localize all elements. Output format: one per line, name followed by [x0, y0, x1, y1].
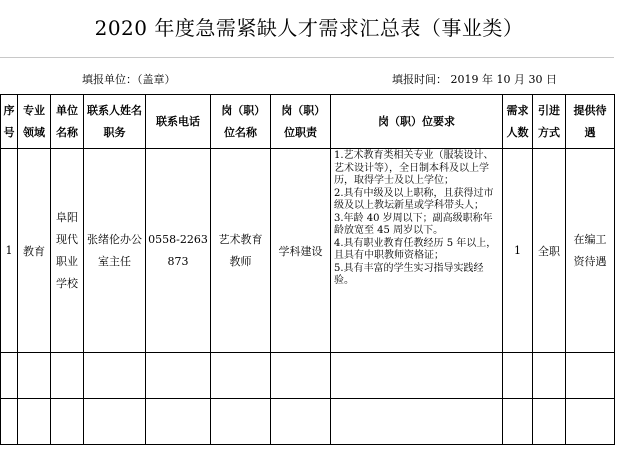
requirement-item: 3.年龄 40 岁周以下；副高级职称年龄放宽至 45 周岁以下。 [334, 212, 493, 236]
header-phone: 联系电话 [146, 95, 211, 149]
cell-duty: 学科建设 [271, 149, 331, 353]
cell-unit: 阜阳现代职业学校 [51, 149, 84, 353]
cell-phone: 0558-2263873 [146, 149, 211, 353]
requirement-item: 2.具有中级及以上职称，且获得过市级及以上教坛新星或学科带头人； [334, 187, 494, 211]
divider [0, 57, 614, 58]
cell-mode: 全职 [533, 149, 566, 353]
table-row-empty [1, 353, 615, 399]
fill-unit-label: 填报单位：（盖章） [82, 73, 176, 86]
header-duty: 岗（职）位职责 [271, 95, 331, 149]
header-mode: 引进方式 [533, 95, 566, 149]
header-count: 需求人数 [503, 95, 533, 149]
cell-requirements [331, 149, 503, 353]
demand-table [0, 94, 615, 445]
header-requirements: 岗（职）位要求 [331, 95, 503, 149]
header-treatment: 提供待遇 [566, 95, 615, 149]
header-unit: 单位名称 [51, 95, 84, 149]
table-row [1, 149, 615, 353]
cell-seq: 1 [1, 149, 18, 353]
header-field: 专业领域 [18, 95, 51, 149]
header-position: 岗（职）位名称 [211, 95, 271, 149]
header-row [1, 95, 615, 149]
cell-position: 艺术教育教师 [211, 149, 271, 353]
requirement-item: 5.具有丰富的学生实习指导实践经验。 [334, 262, 484, 286]
requirement-item: 4.具有职业教育任教经历 5 年以上，且具有中职教师资格证； [334, 237, 497, 261]
requirement-item: 1.艺术教育类相关专业（服装设计、艺术设计等），全日制本科及以上学历，取得学士及以上学位； [334, 150, 494, 186]
fill-date-label: 填报时间： 2019 年 10 月 30 日 [392, 73, 557, 86]
table-row-empty [1, 399, 615, 445]
page-title: 2020 年度急需紧缺人才需求汇总表（事业类） [94, 16, 524, 40]
cell-treatment: 在编工资待遇 [566, 149, 615, 353]
cell-count: 1 [503, 149, 533, 353]
header-contact: 联系人姓名职务 [84, 95, 146, 149]
cell-field: 教育 [18, 149, 51, 353]
cell-contact: 张绪伦办公室主任 [84, 149, 146, 353]
header-seq: 序号 [1, 95, 18, 149]
